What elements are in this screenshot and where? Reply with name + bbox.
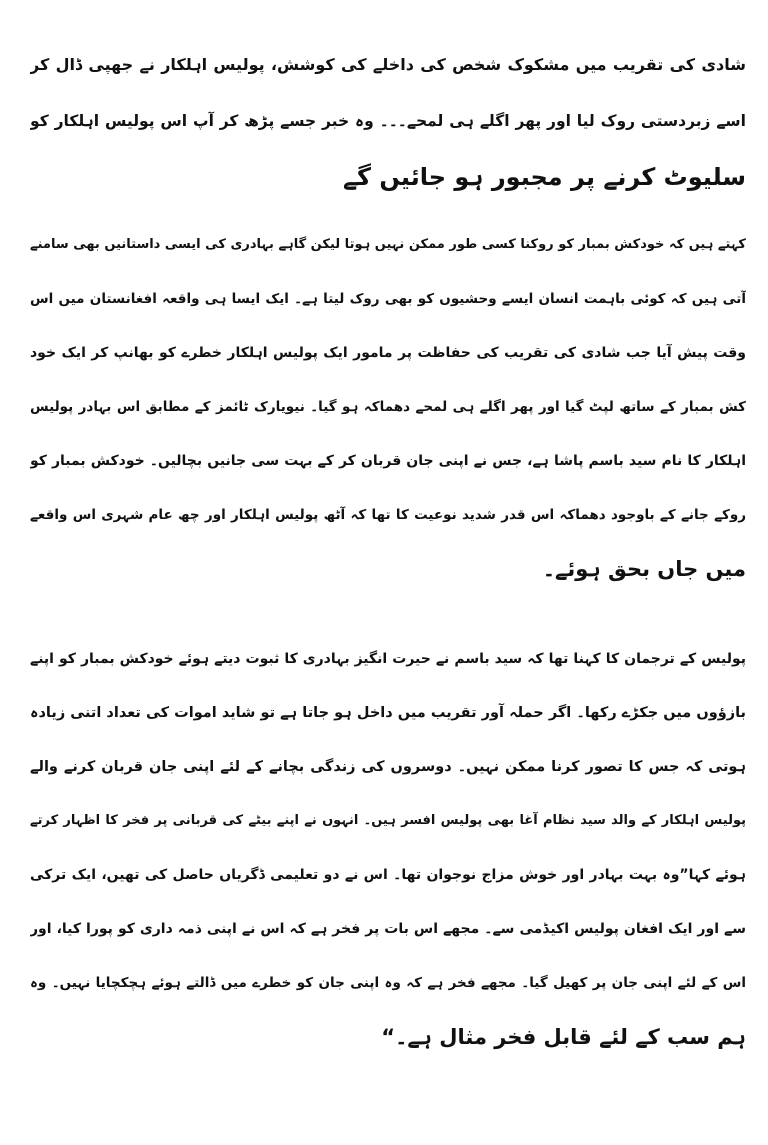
paragraph-line: اہلکار کا نام سید باسم پاشا ہے، جس نے اپنی جان قربان کر کے بہت سی جانیں بچالیں۔ خودکش بمبار کو	[30, 453, 746, 469]
paragraph-line: پولیس کے ترجمان کا کہنا تھا کہ سید باسم نے حیرت انگیز بہادری کا ثبوت دیتے ہوئے خودکش بمبار کو اپنے	[30, 651, 746, 667]
paragraph-line: کش بمبار کے ساتھ لپٹ گیا اور پھر اگلے ہی لمحے دھماکہ ہو گیا۔ نیویارک ٹائمز کے مطابق اس بہادر پولیس	[30, 399, 746, 415]
paragraph-line: ہوتی کہ جس کا تصور کرنا ممکن نہیں۔ دوسروں کی زندگی بچانے کے لئے اپنی جان قربان کرنے والے	[30, 759, 746, 775]
paragraph-line: ہم سب کے لئے قابل فخر مثال ہے۔“	[381, 1025, 746, 1049]
paragraph-line: اس کے لئے اپنی جان پر کھیل گیا۔ مجھے فخر ہے کہ وہ اپنی جان کو خطرے میں ڈالتے ہوئے ہچکچایا نہیں۔ وہ	[30, 975, 746, 991]
paragraph-line: ہوئے کہا”وہ بہت بہادر اور خوش مزاج نوجوان تھا۔ اس نے دو تعلیمی ڈگریاں حاصل کی تھیں، ایک ترکی	[30, 867, 746, 883]
paragraph-line: بازؤوں میں جکڑے رکھا۔ اگر حملہ آور تقریب میں داخل ہو جاتا ہے تو شاید اموات کی تعداد اتنی زیادہ	[30, 705, 746, 721]
headline-line: سلیوٹ کرنے پر مجبور ہو جائیں گے	[342, 163, 746, 191]
paragraph-line: پولیس اہلکار کے والد سید نظام آغا بھی پولیس افسر ہیں۔ انہوں نے اپنے بیٹے کی قربانی پر فخر کا اظہار کرتے	[30, 813, 746, 828]
paragraph-line: وقت پیش آیا جب شادی کی تقریب کی حفاظت پر مامور ایک پولیس اہلکار خطرے کو بھانپ کر ایک خود	[30, 345, 746, 361]
paragraph-line: کہتے ہیں کہ خودکش بمبار کو روکنا کسی طور ممکن نہیں ہوتا لیکن گاہے بہادری کی ایسی داستانیں بھی سامنے	[30, 237, 746, 252]
paragraph-line: روکے جانے کے باوجود دھماکہ اس قدر شدید نوعیت کا تھا کہ آٹھ پولیس اہلکار اور چھ عام شہری اس واقعے	[30, 507, 746, 523]
headline-line: شادی کی تقریب میں مشکوک شخص کی داخلے کی کوشش، پولیس اہلکار نے جھپی ڈال کر	[30, 55, 746, 74]
paragraph-line: آتی ہیں کہ کوئی باہمت انسان ایسے وحشیوں کو بھی روک لیتا ہے۔ ایک ایسا ہی واقعہ افغانستان میں اس	[30, 291, 746, 307]
paragraph-line: میں جاں بحق ہوئے۔	[542, 557, 746, 581]
paragraph-line: سے اور ایک افغان پولیس اکیڈمی سے۔ مجھے اس بات پر فخر ہے کہ اس نے اپنی ذمہ داری کو پورا کیا، اور	[30, 921, 746, 937]
headline-line: اسے زبردستی روک لیا اور پھر اگلے ہی لمحے۔۔۔ وہ خبر جسے پڑھ کر آپ اس پولیس اہلکار کو	[30, 112, 746, 130]
